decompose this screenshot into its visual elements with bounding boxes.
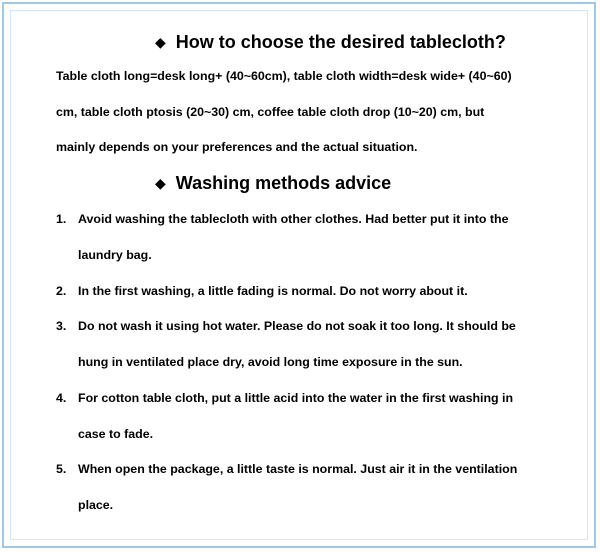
list-item-number: 4. [56, 391, 67, 405]
list-item-line: place. [78, 498, 114, 512]
section-heading-tablecloth [155, 31, 506, 53]
list-item-line: hung in ventilated place dry, avoid long time exposure in the sun. [78, 355, 463, 369]
paragraph-line: Table cloth long=desk long+ (40~60cm), table cloth width=desk wide+ (40~60) [56, 69, 512, 83]
section-heading-washing [155, 172, 391, 194]
list-item-line: laundry bag. [78, 248, 152, 262]
diamond-bullet-icon: ◆ [155, 175, 166, 191]
paragraph-line: mainly depends on your preferences and the actual situation. [56, 140, 418, 154]
list-item-line: Do not wash it using hot water. Please do not soak it too long. It should be [78, 319, 516, 333]
list-item-number: 2. [56, 284, 67, 298]
list-item-line: Avoid washing the tablecloth with other clothes. Had better put it into the [78, 212, 509, 226]
list-item-number: 1. [56, 212, 67, 226]
heading-text: Washing methods advice [175, 173, 392, 193]
list-item-line: When open the package, a little taste is normal. Just air it in the ventilation [78, 462, 518, 476]
diamond-bullet-icon: ◆ [155, 34, 166, 50]
paragraph-line: cm, table cloth ptosis (20~30) cm, coffee table cloth drop (10~20) cm, but [56, 105, 485, 119]
list-item-line: case to fade. [78, 427, 154, 441]
heading-text: How to choose the desired tablecloth? [175, 32, 506, 52]
list-item-number: 3. [56, 319, 67, 333]
list-item-number: 5. [56, 462, 67, 476]
list-item-line: In the first washing, a little fading is normal. Do not worry about it. [78, 284, 468, 298]
list-item-line: For cotton table cloth, put a little acid into the water in the first washing in [78, 391, 514, 405]
